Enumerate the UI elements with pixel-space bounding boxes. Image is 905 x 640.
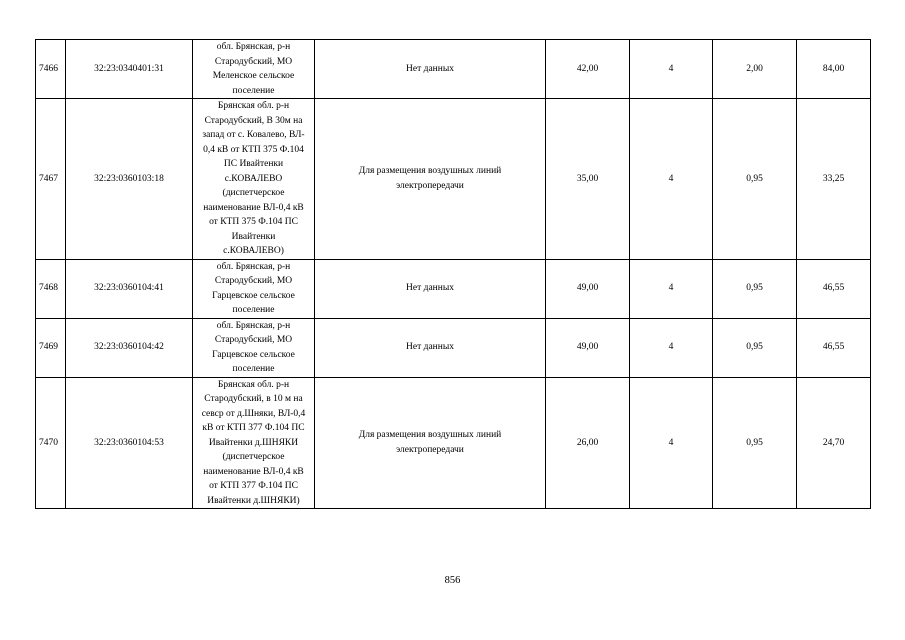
address-cell-line: севср от д.Шняки, ВЛ-0,4 xyxy=(201,408,306,419)
total-cell: 46,55 xyxy=(797,259,871,318)
address-cell-line: Гарцевское сельское xyxy=(212,349,295,360)
address-cell-line: Ивайтенки xyxy=(231,231,276,242)
address-cell-line: запад от с. Ковалево, ВЛ- xyxy=(202,130,305,140)
purpose-cell-line: электропередачи xyxy=(396,180,464,191)
address-cell-line: (диспетчерское xyxy=(222,452,285,462)
address-cell xyxy=(193,40,315,99)
cadastral-number: 32:23:0360104:53 xyxy=(66,377,193,509)
address-cell-line: Брянская обл. р-н xyxy=(217,379,290,390)
row-number: 7469 xyxy=(36,318,66,377)
address-cell-line: Стародубский, в 10 м на xyxy=(204,394,303,404)
address-cell-line: Гарцевское сельское xyxy=(212,290,295,301)
address-cell-line: поселение xyxy=(232,364,275,374)
row-number: 7467 xyxy=(36,99,66,260)
address-cell-line: обл. Брянская, р-н xyxy=(216,261,291,272)
total-cell: 84,00 xyxy=(797,40,871,99)
category-cell: 4 xyxy=(630,377,713,509)
purpose-cell-line: электропередачи xyxy=(396,444,464,455)
address-cell xyxy=(193,99,315,260)
total-cell: 46,55 xyxy=(797,318,871,377)
purpose-cell-line: Для размещения воздушных линий xyxy=(358,166,502,177)
address-cell-line: поселение xyxy=(232,305,275,315)
table-row xyxy=(36,259,871,318)
cadastral-number: 32:23:0360104:42 xyxy=(66,318,193,377)
land-plots-table xyxy=(35,39,871,509)
address-cell xyxy=(193,259,315,318)
address-cell-line: Стародубский, МО xyxy=(214,56,293,67)
area-cell: 49,00 xyxy=(546,259,630,318)
table-row xyxy=(36,377,871,509)
address-cell-line: Брянская обл. р-н xyxy=(217,101,290,111)
address-cell-line: обл. Брянская, р-н xyxy=(216,320,291,331)
purpose-cell-line: Нет данных xyxy=(406,342,454,353)
cadastral-number: 32:23:0340401:31 xyxy=(66,40,193,99)
address-cell-line: от КТП 375 Ф.104 ПС xyxy=(209,217,298,227)
purpose-cell xyxy=(315,99,546,260)
cadastral-number: 32:23:0360104:41 xyxy=(66,259,193,318)
address-cell-line: 0,4 кВ от КТП 375 Ф.104 xyxy=(203,144,304,155)
table-body xyxy=(36,40,871,509)
rate-cell: 0,95 xyxy=(713,318,797,377)
category-cell: 4 xyxy=(630,99,713,260)
address-cell-line: от КТП 377 Ф.104 ПС xyxy=(209,481,298,491)
rate-cell: 0,95 xyxy=(713,377,797,509)
area-cell: 42,00 xyxy=(546,40,630,99)
address-cell-line: с.КОВАЛЕВО xyxy=(224,173,283,184)
purpose-cell-line: Для размещения воздушных линий xyxy=(358,430,502,441)
row-number: 7468 xyxy=(36,259,66,318)
address-cell-line: Стародубский, В 30м на xyxy=(204,115,303,126)
address-cell-line: обл. Брянская, р-н xyxy=(216,42,291,52)
address-cell-line: с.КОВАЛЕВО) xyxy=(223,246,284,256)
address-cell-line: Стародубский, МО xyxy=(214,335,293,345)
purpose-cell xyxy=(315,377,546,509)
address-cell-line: Ивайтенки д.ШНЯКИ) xyxy=(207,495,300,506)
cadastral-number: 32:23:0360103:18 xyxy=(66,99,193,260)
address-cell-line: (диспетчерское xyxy=(222,188,285,198)
table-row xyxy=(36,40,871,99)
address-cell-line: наименование ВЛ-0,4 кВ xyxy=(203,202,304,213)
address-cell-line: наименование ВЛ-0,4 кВ xyxy=(203,466,304,477)
address-cell-line: Стародубский, МО xyxy=(214,276,293,286)
area-cell: 26,00 xyxy=(546,377,630,509)
address-cell-line: поселение xyxy=(232,85,275,96)
purpose-cell-line: Нет данных xyxy=(406,283,454,294)
page-number: 856 xyxy=(444,575,461,586)
category-cell: 4 xyxy=(630,259,713,318)
rate-cell: 2,00 xyxy=(713,40,797,99)
table-row xyxy=(36,318,871,377)
purpose-cell-line: Нет данных xyxy=(406,63,454,74)
total-cell: 33,25 xyxy=(797,99,871,260)
address-cell-line: Ивайтенки д.ШНЯКИ xyxy=(208,437,299,448)
address-cell xyxy=(193,318,315,377)
area-cell: 49,00 xyxy=(546,318,630,377)
rate-cell: 0,95 xyxy=(713,99,797,260)
rate-cell: 0,95 xyxy=(713,259,797,318)
address-cell xyxy=(193,377,315,509)
table-row xyxy=(36,99,871,260)
address-cell-line: кВ от КТП 377 Ф.104 ПС xyxy=(202,423,305,433)
purpose-cell xyxy=(315,259,546,318)
row-number: 7466 xyxy=(36,40,66,99)
category-cell: 4 xyxy=(630,40,713,99)
purpose-cell xyxy=(315,40,546,99)
category-cell: 4 xyxy=(630,318,713,377)
total-cell: 24,70 xyxy=(797,377,871,509)
row-number: 7470 xyxy=(36,377,66,509)
purpose-cell xyxy=(315,318,546,377)
address-cell-line: ПС Ивайтенки xyxy=(223,159,284,169)
area-cell: 35,00 xyxy=(546,99,630,260)
address-cell-line: Меленское сельское xyxy=(212,71,295,81)
